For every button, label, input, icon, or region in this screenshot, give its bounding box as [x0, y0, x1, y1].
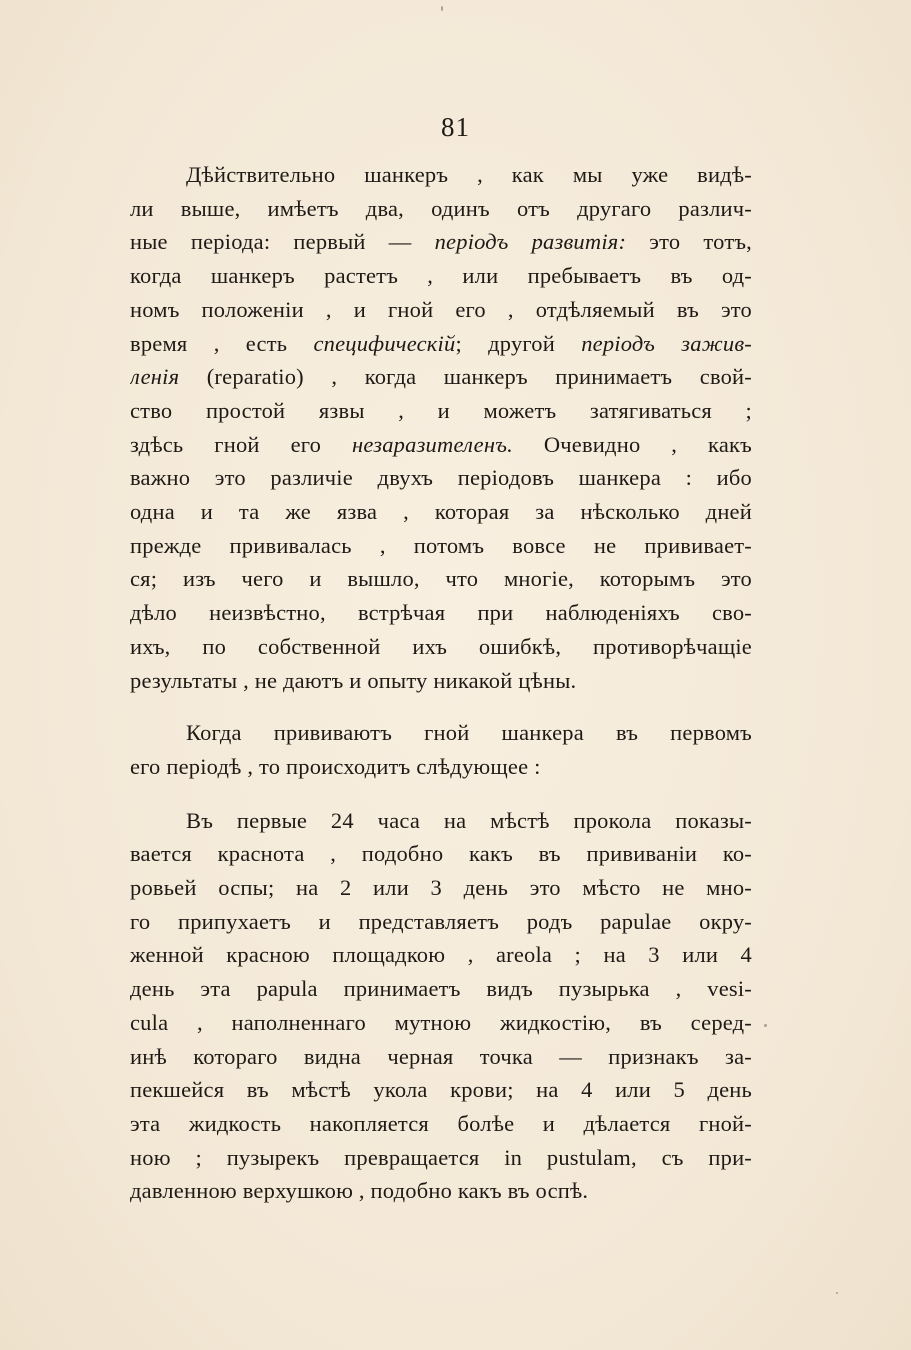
text-run: ство простой язвы , и можетъ затягиваться ; — [130, 397, 752, 423]
text-run: эта жидкость накопляется болѣе и дѣлается гной- — [130, 1110, 752, 1136]
italic-term: ленія — [130, 364, 180, 390]
text-run: ною ; пузырекъ превращается in pustulam, съ при- — [130, 1144, 752, 1170]
text-line — [130, 327, 752, 361]
text-run: вается краснота , подобно какъ въ прививаніи ко- — [130, 841, 752, 867]
text-run: результаты , не даютъ и опыту никакой цѣны. — [130, 667, 577, 693]
text-run: время , есть — [130, 330, 314, 356]
text-line — [130, 158, 752, 192]
text-line — [130, 394, 752, 428]
text-line — [130, 596, 752, 630]
text-line — [130, 461, 752, 495]
text-line — [130, 716, 752, 750]
text-run: ровьей оспы; на 2 или 3 день это мѣсто не мно- — [130, 875, 752, 901]
text-line — [130, 938, 752, 972]
body-text — [130, 158, 752, 1208]
text-line — [130, 1006, 752, 1040]
text-line — [130, 293, 752, 327]
italic-term: специфическій — [313, 330, 456, 356]
text-run: номъ положеніи , и гной его , отдѣляемый въ это — [130, 296, 752, 322]
text-line — [130, 905, 752, 939]
text-run: Дѣйствительно шанкеръ , как мы уже видѣ- — [186, 162, 752, 187]
text-run: го припухаетъ и представляетъ родъ papulae окру- — [130, 908, 752, 934]
italic-term: періодъ зажив- — [581, 330, 752, 356]
text-line — [130, 972, 752, 1006]
text-run: ; другой — [455, 330, 582, 356]
text-run: cula , наполненнаго мутною жидкостію, въ серед- — [130, 1009, 752, 1035]
text-line — [130, 664, 752, 698]
text-line — [130, 1141, 752, 1175]
text-run: это тотъ, — [626, 229, 752, 255]
paragraph-2 — [130, 716, 752, 783]
text-run: ли выше, имѣетъ два, одинъ отъ другаго различ- — [130, 195, 752, 221]
text-line — [130, 804, 752, 838]
text-line — [130, 192, 752, 226]
text-line — [130, 871, 752, 905]
text-run: прежде прививалась , потомъ вовсе не прививает- — [130, 532, 752, 558]
paper-speck — [764, 1024, 767, 1027]
text-line — [130, 1073, 752, 1107]
text-run: день эта papula принимаетъ видъ пузырька , vesi- — [130, 976, 752, 1002]
text-run: (reparatio) , когда шанкеръ принимаетъ свой- — [179, 364, 752, 390]
text-line — [130, 259, 752, 293]
text-run: важно это различіе двухъ періодовъ шанкера : ибо — [130, 465, 752, 491]
text-line — [130, 750, 752, 784]
paper-speck — [836, 1292, 838, 1294]
text-run: Въ первые 24 часа на мѣстѣ прокола показы- — [186, 807, 752, 833]
text-run: одна и та же язва , которая за нѣсколько дней — [130, 499, 752, 525]
text-run: Когда прививаютъ гной шанкера въ первомъ — [186, 720, 752, 746]
text-run: его періодѣ , то происходитъ слѣдующее : — [130, 753, 541, 779]
text-run: инѣ котораго видна черная точка — признакъ за- — [130, 1043, 752, 1069]
text-line — [130, 630, 752, 664]
paragraph-1 — [130, 158, 752, 697]
text-run: здѣсь гной его — [130, 431, 352, 457]
text-run: дѣло неизвѣстно, встрѣчая при наблюденіяхъ сво- — [130, 600, 752, 626]
text-line — [130, 1040, 752, 1074]
text-run: женной красною площадкою , areola ; на 3 или 4 — [130, 942, 752, 968]
text-line — [130, 1174, 752, 1208]
text-run: Очевидно , какъ — [512, 431, 752, 457]
text-line — [130, 562, 752, 596]
text-line — [130, 225, 752, 259]
italic-term: періодъ развитія: — [434, 229, 627, 255]
text-line — [130, 529, 752, 563]
italic-term: незаразителенъ. — [352, 431, 513, 457]
text-line — [130, 1107, 752, 1141]
text-line — [130, 837, 752, 871]
text-run: ихъ, по собственной ихъ ошибкѣ, противорѣчащіе — [130, 633, 752, 659]
text-run: ся; изъ чего и вышло, что многіе, которымъ это — [130, 566, 752, 592]
page-number: 81 — [441, 112, 470, 142]
text-run: пекшейся въ мѣстѣ укола крови; на 4 или 5 день — [130, 1077, 752, 1103]
text-line — [130, 495, 752, 529]
text-run: когда шанкеръ растетъ , или пребываетъ въ од- — [130, 263, 752, 289]
text-run: давленною верхушкою , подобно какъ въ оспѣ. — [130, 1178, 589, 1204]
text-line — [130, 360, 752, 394]
text-line — [130, 428, 752, 462]
paper-speck — [441, 6, 443, 11]
text-run: ные періода: первый — — [130, 229, 435, 255]
paragraph-3 — [130, 804, 752, 1208]
